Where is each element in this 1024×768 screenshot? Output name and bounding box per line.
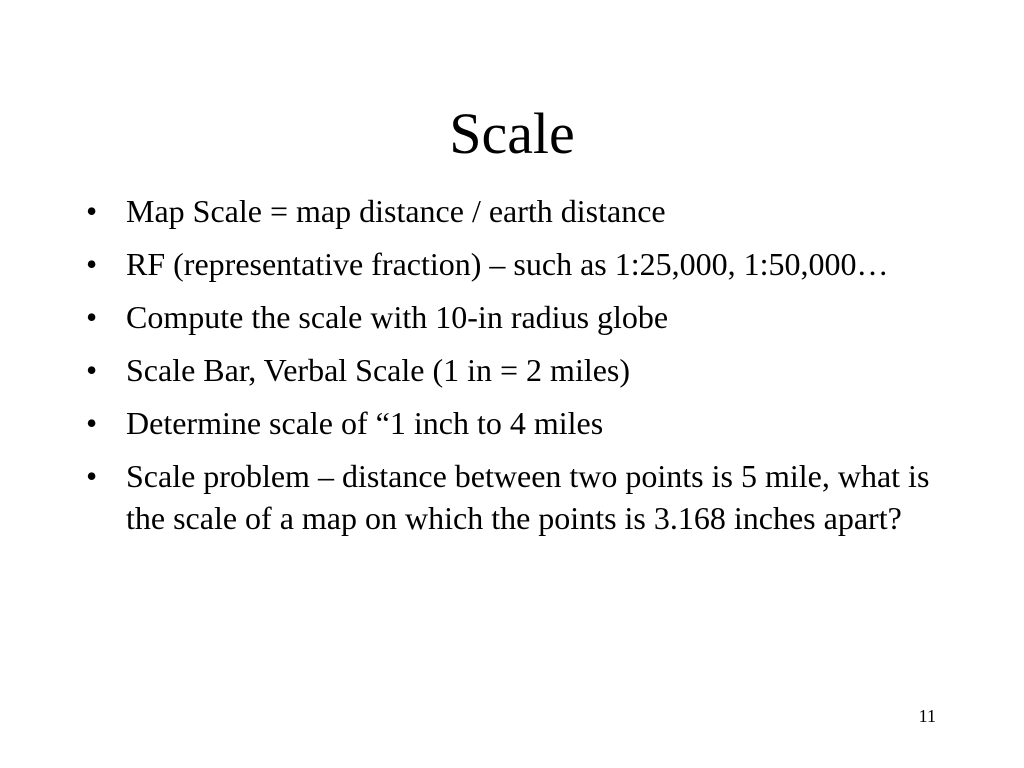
bullet-item-compute-scale (86, 296, 946, 338)
bullet-dot-icon: • (86, 458, 98, 494)
bullet-item-scale-problem (86, 455, 946, 539)
bullet-dot-icon: • (86, 193, 98, 229)
bullet-item-scale-bar (86, 349, 946, 391)
bullet-text: Determine scale of “1 inch to 4 miles (126, 405, 604, 441)
bullet-text: Compute the scale with 10-in radius globe (126, 299, 669, 335)
bullet-text: Map Scale = map distance / earth distance (126, 193, 666, 229)
bullet-item-determine-scale (86, 402, 946, 444)
bullet-dot-icon: • (86, 405, 98, 441)
bullet-dot-icon: • (86, 246, 98, 282)
bullet-item-map-scale (86, 190, 946, 232)
bullet-dot-icon: • (86, 352, 98, 388)
bullet-text: RF (representative fraction) – such as 1:25,000, 1:50,000… (126, 246, 889, 282)
bullet-dot-icon: • (86, 299, 98, 335)
slide-title: Scale (449, 101, 575, 166)
bullet-text: Scale problem – distance between two points is 5 mile, what is the scale of a map on which the points is 3.168 inches apart? (126, 458, 930, 536)
page-number: 11 (918, 706, 936, 726)
bullet-text: Scale Bar, Verbal Scale (1 in = 2 miles) (126, 352, 631, 388)
bullet-item-rf (86, 243, 946, 285)
bullet-list (86, 190, 946, 550)
